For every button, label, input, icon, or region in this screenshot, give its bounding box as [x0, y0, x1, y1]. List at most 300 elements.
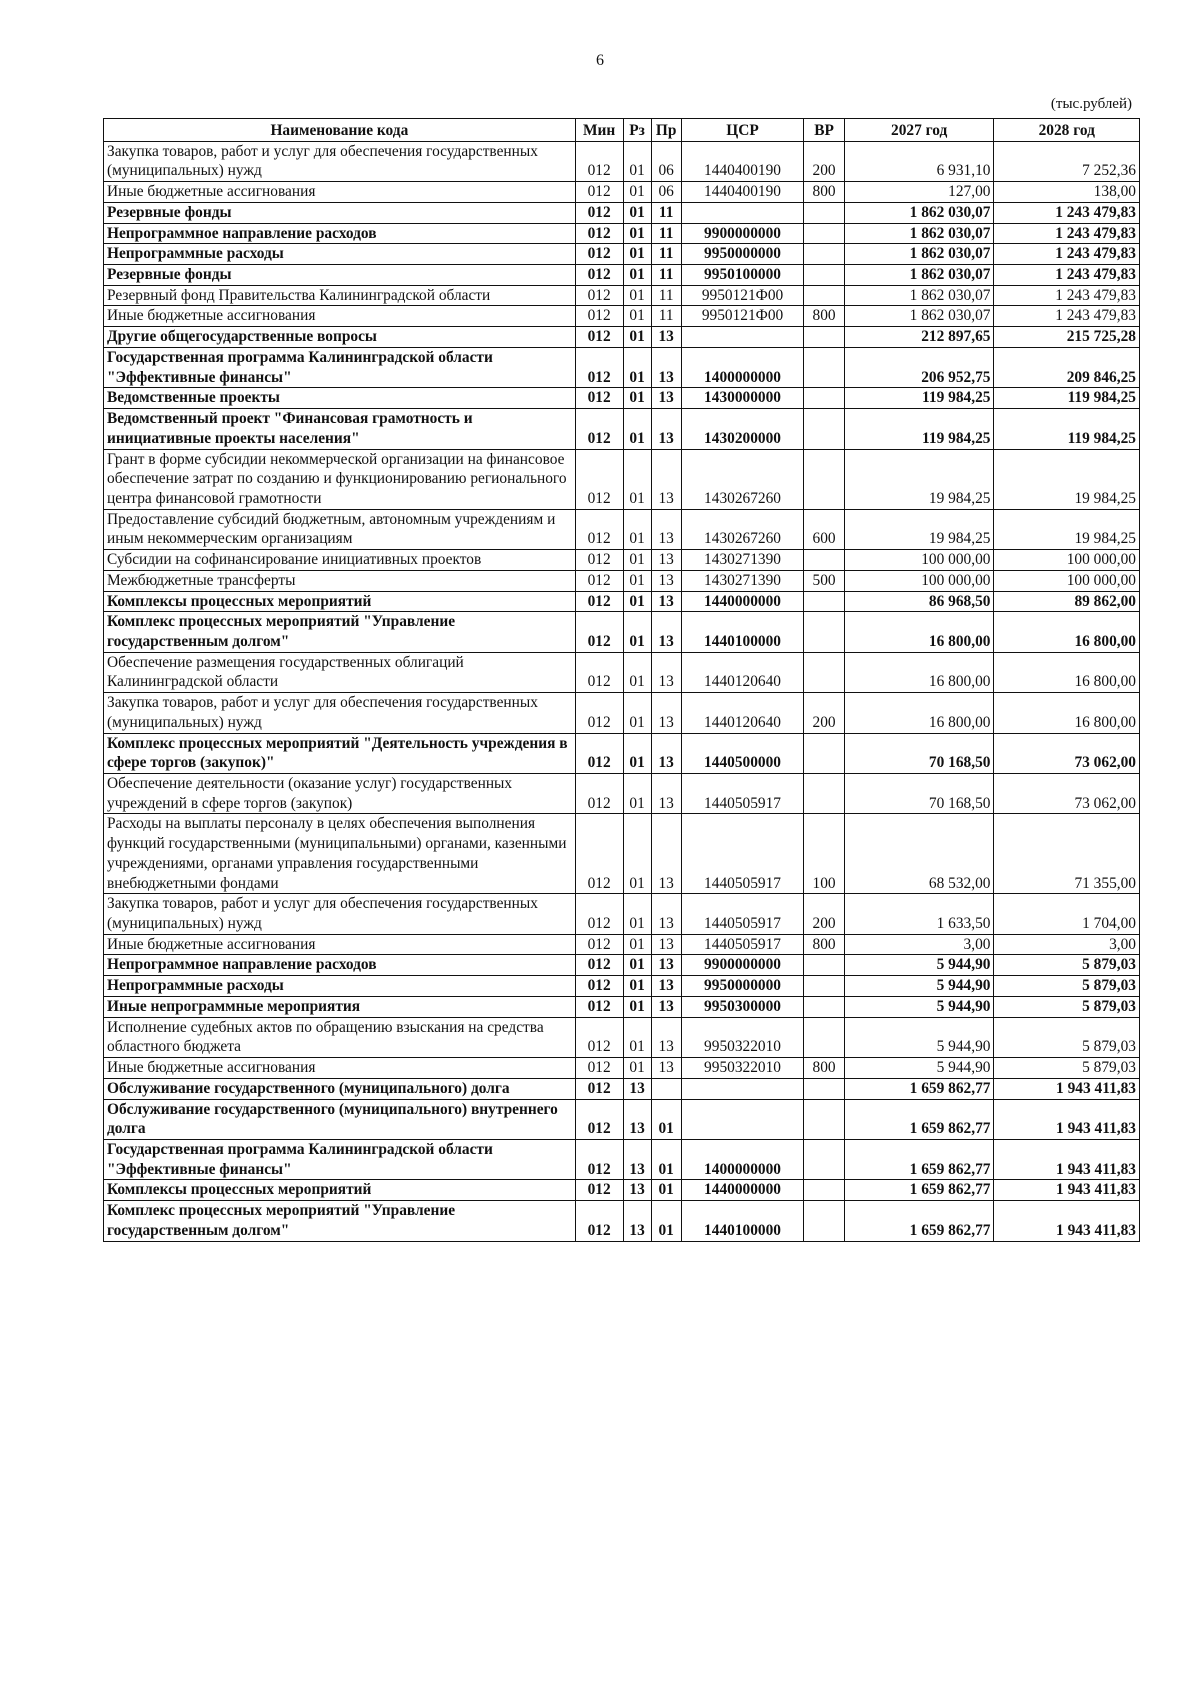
cell-min: 012 [575, 1201, 623, 1241]
cell-2028: 1 243 479,83 [994, 244, 1140, 265]
cell-2028: 1 243 479,83 [994, 223, 1140, 244]
cell-rz: 01 [623, 409, 651, 449]
header-csr: ЦСР [681, 119, 804, 142]
cell-csr: 9950300000 [681, 996, 804, 1017]
cell-min: 012 [575, 591, 623, 612]
cell-rz: 01 [623, 306, 651, 327]
table-body [104, 141, 1140, 1241]
table-row [104, 223, 1140, 244]
cell-csr: 1440100000 [681, 1201, 804, 1241]
cell-name: Ведомственные проекты [104, 388, 576, 409]
cell-vr [804, 996, 845, 1017]
cell-csr: 9950000000 [681, 244, 804, 265]
cell-pr: 13 [651, 814, 681, 894]
cell-name: Непрограммные расходы [104, 976, 576, 997]
cell-pr: 13 [651, 934, 681, 955]
cell-csr: 1440505917 [681, 894, 804, 934]
cell-vr [804, 1139, 845, 1179]
cell-pr: 13 [651, 733, 681, 773]
table-row [104, 388, 1140, 409]
cell-csr: 1440400190 [681, 182, 804, 203]
cell-name: Межбюджетные трансферты [104, 570, 576, 591]
cell-pr [651, 1078, 681, 1099]
cell-pr: 13 [651, 955, 681, 976]
cell-vr [804, 1078, 845, 1099]
cell-2027: 1 862 030,07 [844, 306, 994, 327]
cell-vr [804, 550, 845, 571]
cell-pr: 11 [651, 223, 681, 244]
cell-2028: 73 062,00 [994, 774, 1140, 814]
table-row [104, 509, 1140, 549]
table-row [104, 934, 1140, 955]
cell-2027: 16 800,00 [844, 652, 994, 692]
cell-pr: 13 [651, 1058, 681, 1079]
cell-rz: 01 [623, 693, 651, 733]
cell-2028: 73 062,00 [994, 733, 1140, 773]
table-row [104, 244, 1140, 265]
cell-rz: 01 [623, 550, 651, 571]
cell-name: Закупка товаров, работ и услуг для обеспечения государственных (муниципальных) нужд [104, 894, 576, 934]
cell-vr [804, 409, 845, 449]
header-2028: 2028 год [994, 119, 1140, 142]
cell-rz: 01 [623, 1058, 651, 1079]
cell-2027: 1 633,50 [844, 894, 994, 934]
cell-2028: 16 800,00 [994, 612, 1140, 652]
cell-2028: 119 984,25 [994, 409, 1140, 449]
cell-vr [804, 612, 845, 652]
cell-pr: 01 [651, 1139, 681, 1179]
cell-csr: 9900000000 [681, 955, 804, 976]
cell-csr: 1430271390 [681, 570, 804, 591]
cell-min: 012 [575, 996, 623, 1017]
cell-2027: 1 862 030,07 [844, 285, 994, 306]
cell-pr: 13 [651, 570, 681, 591]
cell-csr: 1440120640 [681, 693, 804, 733]
table-row [104, 733, 1140, 773]
cell-2027: 70 168,50 [844, 733, 994, 773]
cell-pr: 13 [651, 612, 681, 652]
cell-pr: 13 [651, 1017, 681, 1057]
cell-2027: 70 168,50 [844, 774, 994, 814]
table-row [104, 265, 1140, 286]
cell-2027: 6 931,10 [844, 141, 994, 181]
cell-name: Комплекс процессных мероприятий "Управление государственным долгом" [104, 1201, 576, 1241]
cell-2027: 127,00 [844, 182, 994, 203]
cell-csr [681, 1099, 804, 1139]
budget-table [103, 118, 1140, 1242]
cell-vr [804, 327, 845, 348]
table-row [104, 976, 1140, 997]
cell-2027: 19 984,25 [844, 449, 994, 509]
cell-name: Комплекс процессных мероприятий "Управление государственным долгом" [104, 612, 576, 652]
cell-2028: 1 243 479,83 [994, 202, 1140, 223]
cell-rz: 01 [623, 449, 651, 509]
cell-2028: 71 355,00 [994, 814, 1140, 894]
cell-vr: 500 [804, 570, 845, 591]
table-row [104, 955, 1140, 976]
cell-name: Резервный фонд Правительства Калининградской области [104, 285, 576, 306]
table-row [104, 693, 1140, 733]
cell-min: 012 [575, 652, 623, 692]
cell-pr: 11 [651, 306, 681, 327]
cell-min: 012 [575, 182, 623, 203]
table-row [104, 652, 1140, 692]
cell-vr [804, 244, 845, 265]
cell-rz: 01 [623, 976, 651, 997]
cell-rz: 01 [623, 774, 651, 814]
cell-name: Непрограммные расходы [104, 244, 576, 265]
table-header-row [104, 119, 1140, 142]
cell-csr: 1440505917 [681, 774, 804, 814]
cell-2028: 1 943 411,83 [994, 1099, 1140, 1139]
cell-2028: 89 862,00 [994, 591, 1140, 612]
cell-2027: 212 897,65 [844, 327, 994, 348]
cell-2027: 5 944,90 [844, 1058, 994, 1079]
cell-vr: 200 [804, 141, 845, 181]
cell-min: 012 [575, 327, 623, 348]
cell-min: 012 [575, 1058, 623, 1079]
cell-name: Комплекс процессных мероприятий "Деятельность учреждения в сфере торгов (закупок)" [104, 733, 576, 773]
cell-name: Грант в форме субсидии некоммерческой организации на финансовое обеспечение затрат по созданию и функционированию регионального центра финансовой грамотности [104, 449, 576, 509]
cell-2028: 1 704,00 [994, 894, 1140, 934]
cell-vr [804, 976, 845, 997]
cell-pr: 13 [651, 509, 681, 549]
cell-2027: 5 944,90 [844, 1017, 994, 1057]
cell-vr: 800 [804, 1058, 845, 1079]
cell-min: 012 [575, 1139, 623, 1179]
cell-csr: 9950121Ф00 [681, 285, 804, 306]
cell-rz: 01 [623, 955, 651, 976]
cell-min: 012 [575, 934, 623, 955]
table-row [104, 409, 1140, 449]
cell-name: Расходы на выплаты персоналу в целях обеспечения выполнения функций государственными (муниципальными) органами, казенными учреждениями, органами управления государственными внебюджетными фондами [104, 814, 576, 894]
cell-rz: 01 [623, 141, 651, 181]
cell-name: Иные непрограммные мероприятия [104, 996, 576, 1017]
cell-2028: 1 943 411,83 [994, 1201, 1140, 1241]
cell-rz: 01 [623, 285, 651, 306]
cell-pr: 01 [651, 1099, 681, 1139]
cell-2028: 209 846,25 [994, 347, 1140, 387]
cell-csr [681, 202, 804, 223]
cell-2027: 5 944,90 [844, 955, 994, 976]
cell-name: Резервные фонды [104, 202, 576, 223]
cell-2027: 86 968,50 [844, 591, 994, 612]
table-row [104, 1201, 1140, 1241]
cell-pr: 13 [651, 449, 681, 509]
cell-2028: 5 879,03 [994, 1058, 1140, 1079]
cell-2028: 5 879,03 [994, 1017, 1140, 1057]
cell-pr: 13 [651, 327, 681, 348]
cell-vr [804, 347, 845, 387]
cell-name: Обеспечение деятельности (оказание услуг) государственных учреждений в сфере торгов (закупок) [104, 774, 576, 814]
cell-min: 012 [575, 223, 623, 244]
cell-vr: 200 [804, 894, 845, 934]
cell-min: 012 [575, 612, 623, 652]
cell-vr: 200 [804, 693, 845, 733]
cell-rz: 01 [623, 327, 651, 348]
cell-name: Другие общегосударственные вопросы [104, 327, 576, 348]
cell-rz: 01 [623, 652, 651, 692]
cell-2028: 1 943 411,83 [994, 1139, 1140, 1179]
cell-2028: 100 000,00 [994, 570, 1140, 591]
cell-csr [681, 1078, 804, 1099]
cell-min: 012 [575, 1078, 623, 1099]
cell-2028: 100 000,00 [994, 550, 1140, 571]
cell-2028: 16 800,00 [994, 652, 1140, 692]
cell-vr [804, 1180, 845, 1201]
table-row [104, 306, 1140, 327]
cell-min: 012 [575, 347, 623, 387]
cell-2027: 1 659 862,77 [844, 1078, 994, 1099]
cell-2028: 138,00 [994, 182, 1140, 203]
cell-rz: 01 [623, 347, 651, 387]
cell-name: Ведомственный проект "Финансовая грамотность и инициативные проекты населения" [104, 409, 576, 449]
cell-csr: 1430271390 [681, 550, 804, 571]
cell-vr: 100 [804, 814, 845, 894]
table-row [104, 591, 1140, 612]
cell-rz: 01 [623, 509, 651, 549]
cell-name: Иные бюджетные ассигнования [104, 306, 576, 327]
cell-2028: 119 984,25 [994, 388, 1140, 409]
cell-2027: 19 984,25 [844, 509, 994, 549]
cell-csr: 1440400190 [681, 141, 804, 181]
cell-pr: 11 [651, 244, 681, 265]
cell-name: Резервные фонды [104, 265, 576, 286]
cell-vr [804, 733, 845, 773]
cell-vr [804, 202, 845, 223]
cell-vr [804, 1201, 845, 1241]
cell-vr [804, 955, 845, 976]
cell-name: Предоставление субсидий бюджетным, автономным учреждениям и иным некоммерческим организациям [104, 509, 576, 549]
cell-rz: 01 [623, 265, 651, 286]
page-number: 6 [596, 52, 604, 69]
cell-pr: 06 [651, 141, 681, 181]
cell-rz: 13 [623, 1078, 651, 1099]
table-row [104, 612, 1140, 652]
table-row [104, 327, 1140, 348]
cell-2027: 1 862 030,07 [844, 202, 994, 223]
cell-pr: 13 [651, 409, 681, 449]
cell-min: 012 [575, 814, 623, 894]
cell-rz: 01 [623, 814, 651, 894]
cell-pr: 01 [651, 1180, 681, 1201]
header-min: Мин [575, 119, 623, 142]
cell-2027: 1 862 030,07 [844, 223, 994, 244]
cell-vr: 600 [804, 509, 845, 549]
table-row [104, 1017, 1140, 1057]
table-row [104, 550, 1140, 571]
cell-2028: 16 800,00 [994, 693, 1140, 733]
cell-2027: 1 659 862,77 [844, 1201, 994, 1241]
cell-pr: 13 [651, 693, 681, 733]
header-name: Наименование кода [104, 119, 576, 142]
header-pr: Пр [651, 119, 681, 142]
cell-csr: 9950100000 [681, 265, 804, 286]
cell-min: 012 [575, 894, 623, 934]
cell-rz: 01 [623, 934, 651, 955]
table-row [104, 1058, 1140, 1079]
cell-csr: 1430000000 [681, 388, 804, 409]
cell-csr: 1440000000 [681, 591, 804, 612]
cell-name: Обеспечение размещения государственных облигаций Калининградской области [104, 652, 576, 692]
cell-pr: 13 [651, 550, 681, 571]
cell-csr: 9950322010 [681, 1058, 804, 1079]
cell-2027: 119 984,25 [844, 388, 994, 409]
table-row [104, 570, 1140, 591]
cell-vr: 800 [804, 182, 845, 203]
cell-pr: 13 [651, 591, 681, 612]
cell-rz: 01 [623, 570, 651, 591]
table-row [104, 182, 1140, 203]
cell-pr: 11 [651, 265, 681, 286]
cell-csr: 1440100000 [681, 612, 804, 652]
cell-2027: 5 944,90 [844, 996, 994, 1017]
cell-rz: 13 [623, 1139, 651, 1179]
cell-2027: 100 000,00 [844, 550, 994, 571]
cell-2027: 16 800,00 [844, 612, 994, 652]
cell-rz: 01 [623, 894, 651, 934]
table-row [104, 814, 1140, 894]
cell-min: 012 [575, 693, 623, 733]
cell-name: Непрограммное направление расходов [104, 223, 576, 244]
header-2027: 2027 год [844, 119, 994, 142]
cell-pr: 13 [651, 976, 681, 997]
cell-name: Государственная программа Калининградской области "Эффективные финансы" [104, 347, 576, 387]
cell-rz: 01 [623, 996, 651, 1017]
cell-csr: 1440120640 [681, 652, 804, 692]
cell-2028: 5 879,03 [994, 976, 1140, 997]
table-row [104, 141, 1140, 181]
table-row [104, 347, 1140, 387]
cell-rz: 13 [623, 1180, 651, 1201]
table-row [104, 996, 1140, 1017]
cell-min: 012 [575, 388, 623, 409]
cell-name: Иные бюджетные ассигнования [104, 182, 576, 203]
cell-2028: 1 243 479,83 [994, 265, 1140, 286]
cell-name: Обслуживание государственного (муниципального) внутреннего долга [104, 1099, 576, 1139]
cell-2027: 1 862 030,07 [844, 244, 994, 265]
cell-2027: 3,00 [844, 934, 994, 955]
cell-min: 012 [575, 733, 623, 773]
cell-min: 012 [575, 1017, 623, 1057]
cell-pr: 06 [651, 182, 681, 203]
cell-name: Закупка товаров, работ и услуг для обеспечения государственных (муниципальных) нужд [104, 693, 576, 733]
cell-min: 012 [575, 202, 623, 223]
cell-min: 012 [575, 449, 623, 509]
cell-csr: 1440505917 [681, 934, 804, 955]
cell-2028: 1 243 479,83 [994, 285, 1140, 306]
units-label: (тыс.рублей) [1050, 96, 1132, 112]
cell-min: 012 [575, 955, 623, 976]
cell-2027: 1 862 030,07 [844, 265, 994, 286]
cell-2028: 215 725,28 [994, 327, 1140, 348]
table-row [104, 202, 1140, 223]
cell-2028: 7 252,36 [994, 141, 1140, 181]
cell-csr: 1440505917 [681, 814, 804, 894]
cell-2027: 1 659 862,77 [844, 1139, 994, 1179]
cell-min: 012 [575, 409, 623, 449]
cell-vr [804, 449, 845, 509]
cell-name: Иные бюджетные ассигнования [104, 1058, 576, 1079]
cell-vr: 800 [804, 306, 845, 327]
cell-rz: 01 [623, 244, 651, 265]
cell-pr: 13 [651, 347, 681, 387]
cell-csr: 9950322010 [681, 1017, 804, 1057]
cell-rz: 13 [623, 1201, 651, 1241]
cell-csr: 1430200000 [681, 409, 804, 449]
cell-pr: 13 [651, 652, 681, 692]
cell-2028: 1 243 479,83 [994, 306, 1140, 327]
cell-pr: 11 [651, 285, 681, 306]
cell-name: Комплексы процессных мероприятий [104, 1180, 576, 1201]
cell-vr [804, 1099, 845, 1139]
cell-2028: 1 943 411,83 [994, 1180, 1140, 1201]
cell-vr [804, 223, 845, 244]
header-rz: Рз [623, 119, 651, 142]
cell-csr: 9950121Ф00 [681, 306, 804, 327]
cell-name: Обслуживание государственного (муниципального) долга [104, 1078, 576, 1099]
cell-vr [804, 652, 845, 692]
cell-vr [804, 285, 845, 306]
cell-min: 012 [575, 976, 623, 997]
cell-rz: 01 [623, 182, 651, 203]
cell-min: 012 [575, 774, 623, 814]
cell-name: Комплексы процессных мероприятий [104, 591, 576, 612]
cell-pr: 13 [651, 894, 681, 934]
cell-min: 012 [575, 570, 623, 591]
cell-csr: 9900000000 [681, 223, 804, 244]
cell-rz: 13 [623, 1099, 651, 1139]
cell-rz: 01 [623, 1017, 651, 1057]
cell-min: 012 [575, 306, 623, 327]
cell-2028: 19 984,25 [994, 449, 1140, 509]
cell-rz: 01 [623, 223, 651, 244]
cell-vr [804, 774, 845, 814]
cell-min: 012 [575, 1099, 623, 1139]
cell-vr [804, 265, 845, 286]
cell-rz: 01 [623, 202, 651, 223]
cell-2027: 1 659 862,77 [844, 1099, 994, 1139]
cell-2027: 16 800,00 [844, 693, 994, 733]
cell-pr: 13 [651, 774, 681, 814]
cell-csr [681, 327, 804, 348]
cell-2027: 100 000,00 [844, 570, 994, 591]
cell-csr: 1400000000 [681, 1139, 804, 1179]
cell-pr: 11 [651, 202, 681, 223]
cell-csr: 9950000000 [681, 976, 804, 997]
cell-vr [804, 591, 845, 612]
cell-csr: 1430267260 [681, 509, 804, 549]
cell-min: 012 [575, 141, 623, 181]
cell-name: Иные бюджетные ассигнования [104, 934, 576, 955]
table-row [104, 1139, 1140, 1179]
cell-pr: 13 [651, 388, 681, 409]
cell-csr: 1440500000 [681, 733, 804, 773]
cell-min: 012 [575, 1180, 623, 1201]
cell-name: Государственная программа Калининградской области "Эффективные финансы" [104, 1139, 576, 1179]
cell-name: Непрограммное направление расходов [104, 955, 576, 976]
table-row [104, 1180, 1140, 1201]
cell-pr: 13 [651, 996, 681, 1017]
table-row [104, 285, 1140, 306]
cell-min: 012 [575, 509, 623, 549]
cell-2028: 19 984,25 [994, 509, 1140, 549]
cell-vr [804, 388, 845, 409]
cell-2027: 206 952,75 [844, 347, 994, 387]
cell-rz: 01 [623, 733, 651, 773]
cell-min: 012 [575, 265, 623, 286]
cell-csr: 1440000000 [681, 1180, 804, 1201]
